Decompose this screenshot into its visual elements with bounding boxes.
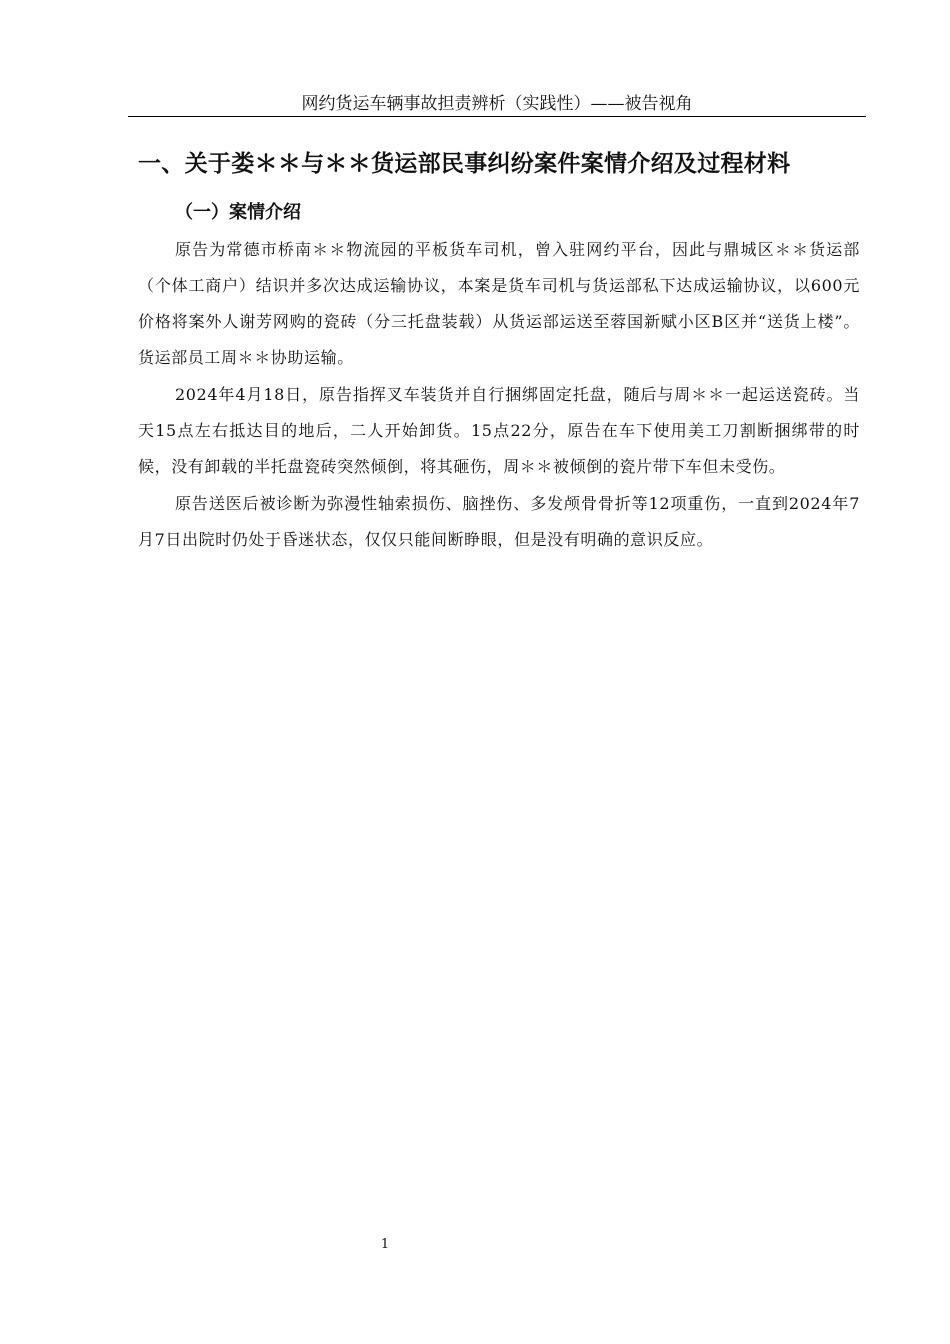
subsection-heading: （一）案情介绍 (175, 202, 301, 223)
header-rule (128, 116, 866, 117)
running-header: 网约货运车辆事故担责辨析（实践性）——被告视角 (301, 94, 693, 114)
paragraph: 2024年4月18日，原告指挥叉车装货并自行捆绑固定托盘，随后与周＊＊一起运送瓷砖。当天15点左右抵达目的地后，二人开始卸货。15点22分，原告在车下使用美工刀割断捆绑带的时候，没有卸载的半托盘瓷砖突然倾倒，将其砸伤，周＊＊被倾倒的瓷片带下车但未受伤。 (138, 385, 860, 476)
body-text (138, 232, 860, 559)
paragraph: 原告为常德市桥南＊＊物流园的平板货车司机，曾入驻网约平台，因此与鼎城区＊＊货运部（个体工商户）结识并多次达成运输协议，本案是货车司机与货运部私下达成运输协议，以600元价格将案外人谢芳网购的瓷砖（分三托盘装载）从货运部运送至蓉国新赋小区B区并“送货上楼”。货运部员工周＊＊协助运输。 (138, 240, 860, 367)
paragraph: 原告送医后被诊断为弥漫性轴索损伤、脑挫伤、多发颅骨骨折等12项重伤，一直到2024年7月7日出院时仍处于昏迷状态，仅仅只能间断睁眼，但是没有明确的意识反应。 (138, 494, 860, 549)
page-number: 1 (380, 1237, 390, 1252)
section-heading: 一、关于娄＊＊与＊＊货运部民事纠纷案件案情介绍及过程材料 (138, 151, 791, 177)
